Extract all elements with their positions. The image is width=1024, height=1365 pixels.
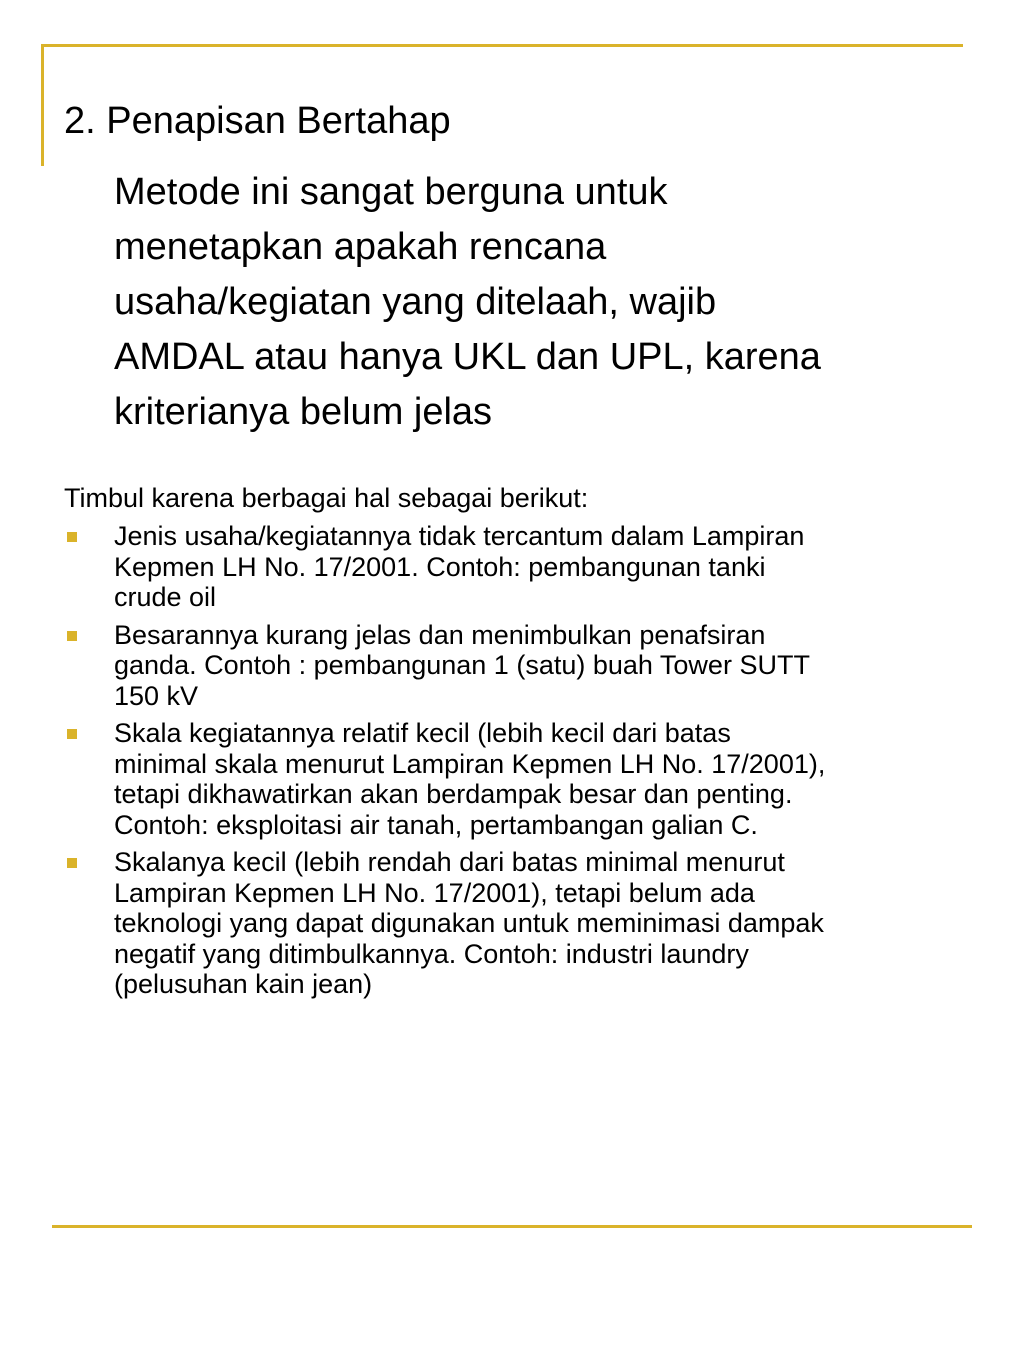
top-accent-line — [41, 44, 963, 47]
square-bullet-icon — [67, 858, 77, 868]
left-accent-line — [41, 44, 44, 166]
list-item — [64, 718, 974, 840]
list-item — [64, 847, 974, 1000]
square-bullet-icon — [67, 631, 77, 641]
list-lead-text: Timbul karena berbagai hal sebagai berikut: — [64, 483, 589, 513]
list-item-text: Skalanya kecil (lebih rendah dari batas minimal menurut Lampiran Kepmen LH No. 17/2001), tetapi belum ada teknologi yang dapat digunakan untuk meminimasi dampak negatif yang ditimbulkannya. Contoh: industri laundry (pelusuhan kain jean) — [114, 847, 824, 999]
list-item — [64, 620, 974, 712]
bullet-list — [64, 521, 974, 1007]
list-item-text: Skala kegiatannya relatif kecil (lebih kecil dari batas minimal skala menurut Lampiran Kepmen LH No. 17/2001), tetapi dikhawatirkan akan berdampak besar dan penting. Contoh: eksploitasi air tanah, pertambangan galian C. — [114, 718, 826, 840]
square-bullet-icon — [67, 532, 77, 542]
list-item-text: Besarannya kurang jelas dan menimbulkan penafsiran ganda. Contoh : pembangunan 1 (satu) buah Tower SUTT 150 kV — [114, 619, 810, 711]
square-bullet-icon — [67, 729, 77, 739]
intro-paragraph: Metode ini sangat berguna untuk menetapkan apakah rencana usaha/kegiatan yang ditelaah, wajib AMDAL atau hanya UKL dan UPL, karena kriterianya belum jelas — [114, 171, 821, 433]
list-item-text: Jenis usaha/kegiatannya tidak tercantum dalam Lampiran Kepmen LH No. 17/2001. Contoh: pembangunan tanki crude oil — [114, 521, 805, 612]
list-item — [64, 521, 974, 613]
bottom-accent-line — [52, 1225, 972, 1228]
slide-heading: 2. Penapisan Bertahap — [64, 100, 451, 142]
